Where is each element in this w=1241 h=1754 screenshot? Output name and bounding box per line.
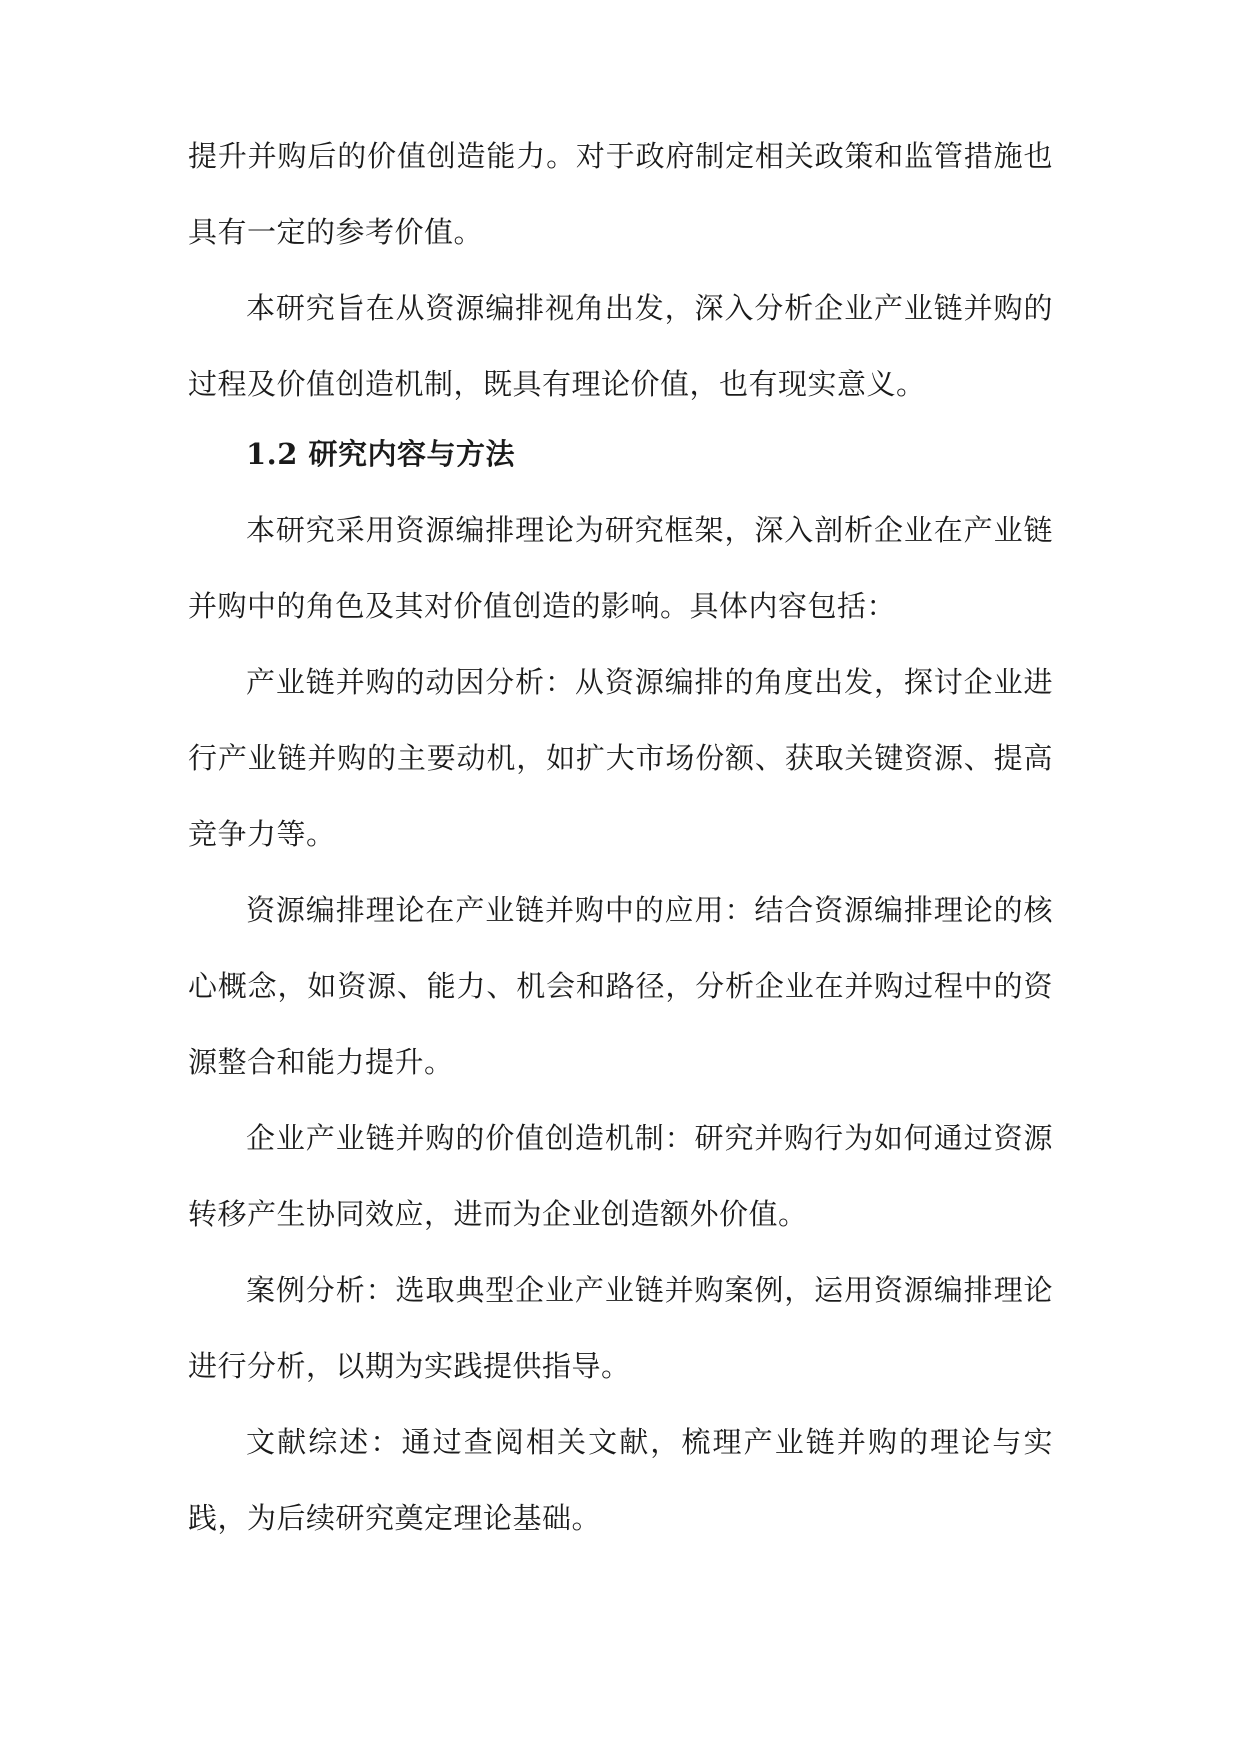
paragraph-continuation: 提升并购后的价值创造能力。对于政府制定相关政策和监管措施也具有一定的参考价值。 bbox=[188, 139, 1053, 249]
paragraph-motive-analysis: 产业链并购的动因分析：从资源编排的角度出发，探讨企业进行产业链并购的主要动机，如扩大市场份额、获取关键资源、提高竞争力等。 bbox=[188, 665, 1053, 851]
paragraph-literature-review: 文献综述：通过查阅相关文献，梳理产业链并购的理论与实践，为后续研究奠定理论基础。 bbox=[188, 1425, 1053, 1535]
paragraph-case-analysis: 案例分析：选取典型企业产业链并购案例，运用资源编排理论进行分析，以期为实践提供指导。 bbox=[188, 1273, 1053, 1383]
paragraph-theory-application: 资源编排理论在产业链并购中的应用：结合资源编排理论的核心概念，如资源、能力、机会和路径，分析企业在并购过程中的资源整合和能力提升。 bbox=[188, 893, 1053, 1079]
paragraph-research-aim: 本研究旨在从资源编排视角出发，深入分析企业产业链并购的过程及价值创造机制，既具有理论价值，也有现实意义。 bbox=[188, 291, 1053, 401]
section-heading: 1.2 研究内容与方法 bbox=[246, 437, 516, 471]
paragraph-research-content: 本研究采用资源编排理论为研究框架，深入剖析企业在产业链并购中的角色及其对价值创造的影响。具体内容包括： bbox=[188, 513, 1053, 623]
paragraph-value-mechanism: 企业产业链并购的价值创造机制：研究并购行为如何通过资源转移产生协同效应，进而为企业创造额外价值。 bbox=[188, 1121, 1053, 1231]
